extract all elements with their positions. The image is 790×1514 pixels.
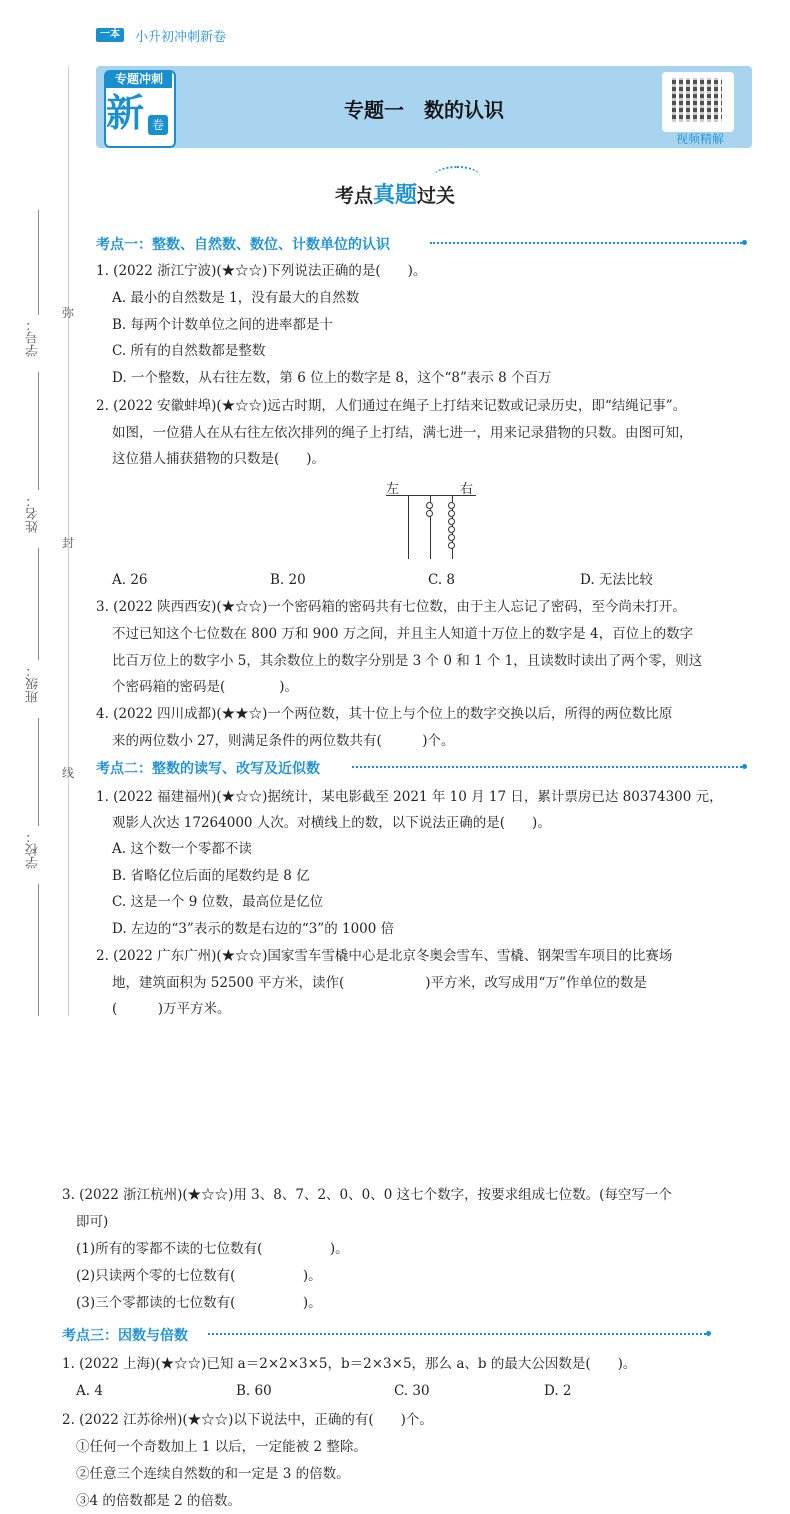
section-dots: [208, 1333, 706, 1335]
page-title: 专题一 数的认识: [344, 98, 504, 122]
question-stem: 1. (2022 上海)(★☆☆)已知 a＝2×2×3×5，b＝2×3×5，那么 a、b 的最大公因数是( )。: [62, 1356, 637, 1372]
seal-char: 封: [62, 536, 75, 550]
knot: [426, 502, 433, 509]
qr-label: 视频精解: [675, 132, 724, 146]
sidebar-line: [38, 884, 39, 1016]
heading-pre: 考点: [334, 185, 373, 207]
option: A. 4: [76, 1383, 103, 1399]
name-label: 姓名：: [26, 494, 41, 533]
question-line: 比百万位上的数字小 5，其余数位上的数字分别是 3 个 0 和 1 个 1，且读数时读出了两个零，则这: [112, 653, 703, 669]
question-line: 如图，一位猎人在从右往左依次排列的绳子上打结，满七进一，用来记录猎物的只数。由图可知，: [112, 425, 693, 441]
section-dot: [742, 240, 747, 245]
badge-small-char: 卷: [148, 115, 168, 135]
option: C. 这是一个 9 位数，最高位是亿位: [112, 894, 324, 910]
seal-char: 线: [62, 766, 75, 780]
knot: [448, 526, 455, 533]
figure-left-label: 左: [386, 482, 400, 497]
question-line: (3)三个零都读的七位数有( )。: [76, 1295, 322, 1311]
section-dots: [430, 242, 742, 244]
section-title: 考点三：因数与倍数: [62, 1328, 188, 1344]
class-label: 班级：: [26, 664, 41, 703]
section-dot: [742, 764, 747, 769]
section-dot: [706, 1331, 711, 1336]
heading-post: 过关: [417, 185, 456, 207]
question-line: 观影人次达 17264000 人次。对横线上的数，以下说法正确的是( )。: [112, 815, 551, 831]
question-line: ( )万平方米。: [112, 1001, 231, 1017]
knot: [448, 510, 455, 517]
heading-highlight: 真题: [372, 183, 417, 208]
question-line: 3. (2022 陕西西安)(★☆☆)一个密码箱的密码共有七位数，由于主人忘记了密码，至今尚未打开。: [96, 599, 686, 615]
question-line: 这位猎人捕获猎物的只数是( )。: [112, 451, 326, 467]
question-line: (2)只读两个零的七位数有( )。: [76, 1268, 322, 1284]
option: D. 无法比较: [580, 572, 653, 588]
question-line: 2. (2022 江苏徐州)(★☆☆)以下说法中，正确的有( )个。: [62, 1412, 433, 1428]
badge-top-label: 专题冲刺: [106, 71, 172, 88]
option: D. 2: [544, 1383, 572, 1399]
question-line: 个密码箱的密码是( )。: [112, 679, 299, 695]
option: B. 省略亿位后面的尾数约是 8 亿: [112, 868, 310, 884]
question-line: 地，建筑面积为 52500 平方米，读作( )平方米，改写成用“万”作单位的数是: [112, 975, 647, 991]
rope: [408, 495, 409, 559]
knot: [448, 502, 455, 509]
seal-char: 弥: [62, 306, 75, 320]
question-line: 4. (2022 四川成都)(★★☆)一个两位数，其十位上与个位上的数字交换以后，所得的两位数比原: [96, 706, 673, 722]
option: A. 这个数一个零都不读: [112, 841, 252, 857]
student-id-label: 学号：: [26, 318, 41, 357]
badge-big-char: 新: [106, 91, 145, 135]
question-line: 1. (2022 福建福州)(★☆☆)据统计，某电影截至 2021 年 10 月 17 日，累计票房已达 80374300 元，: [96, 789, 723, 805]
knot: [448, 534, 455, 541]
option: A. 26: [112, 572, 148, 588]
option: C. 8: [428, 572, 456, 588]
option: B. 60: [236, 1383, 272, 1399]
qr-code-pattern: [672, 78, 722, 122]
section-heading: [0, 178, 790, 209]
question-stem: 1. (2022 浙江宁波)(★☆☆)下列说法正确的是( )。: [96, 263, 427, 279]
question-line: 即可): [76, 1214, 109, 1230]
option: C. 所有的自然数都是整数: [112, 343, 266, 359]
school-label: 学校：: [26, 830, 41, 869]
sidebar-line: [38, 548, 39, 660]
option: B. 20: [270, 572, 306, 588]
option: B. 每两个计数单位之间的进率都是十: [112, 317, 334, 333]
figure-bar: [386, 495, 476, 496]
question-line: 不过已知这个七位数在 800 万和 900 万之间，并且主人知道十万位上的数字是 4，百位上的数字: [112, 626, 694, 642]
option: C. 30: [394, 1383, 430, 1399]
sidebar-line: [38, 372, 39, 490]
knot: [448, 542, 455, 549]
brand-logo: 一本: [96, 28, 124, 42]
question-line: ②任意三个连续自然数的和一定是 3 的倍数。: [76, 1466, 350, 1482]
question-line: ①任何一个奇数加上 1 以后，一定能被 2 整除。: [76, 1439, 367, 1455]
sidebar-line: [38, 210, 39, 315]
option: D. 一个整数，从右往左数，第 6 位上的数字是 8，这个“8”表示 8 个百万: [112, 370, 552, 386]
knot: [448, 518, 455, 525]
question-line: 来的两位数小 27，则满足条件的两位数共有( )个。: [112, 733, 455, 749]
sidebar-line: [38, 718, 39, 826]
knot: [426, 510, 433, 517]
section-dots: [352, 766, 742, 768]
question-line: (1)所有的零都不读的七位数有( )。: [76, 1241, 349, 1257]
series-title: 小升初冲刺新卷: [135, 30, 227, 45]
question-line: 2. (2022 安徽蚌埠)(★☆☆)远古时期，人们通过在绳子上打结来记数或记录历史，即“结绳记事”。: [96, 398, 687, 414]
question-line: 3. (2022 浙江杭州)(★☆☆)用 3、8、7、2、0、0、0 这七个数字，按要求组成七位数。(每空写一个: [62, 1187, 672, 1203]
option: A. 最小的自然数是 1，没有最大的自然数: [112, 290, 360, 306]
question-line: ③4 的倍数都是 2 的倍数。: [76, 1493, 242, 1509]
section-title: 考点一：整数、自然数、数位、计数单位的认识: [96, 237, 390, 253]
figure-right-label: 右: [460, 482, 474, 497]
option: D. 左边的“3”表示的数是右边的“3”的 1000 倍: [112, 921, 395, 937]
section-title: 考点二：整数的读写、改写及近似数: [96, 761, 320, 777]
question-line: 2. (2022 广东广州)(★☆☆)国家雪车雪橇中心是北京冬奥会雪车、雪橇、钢架雪车项目的比赛场: [96, 948, 673, 964]
